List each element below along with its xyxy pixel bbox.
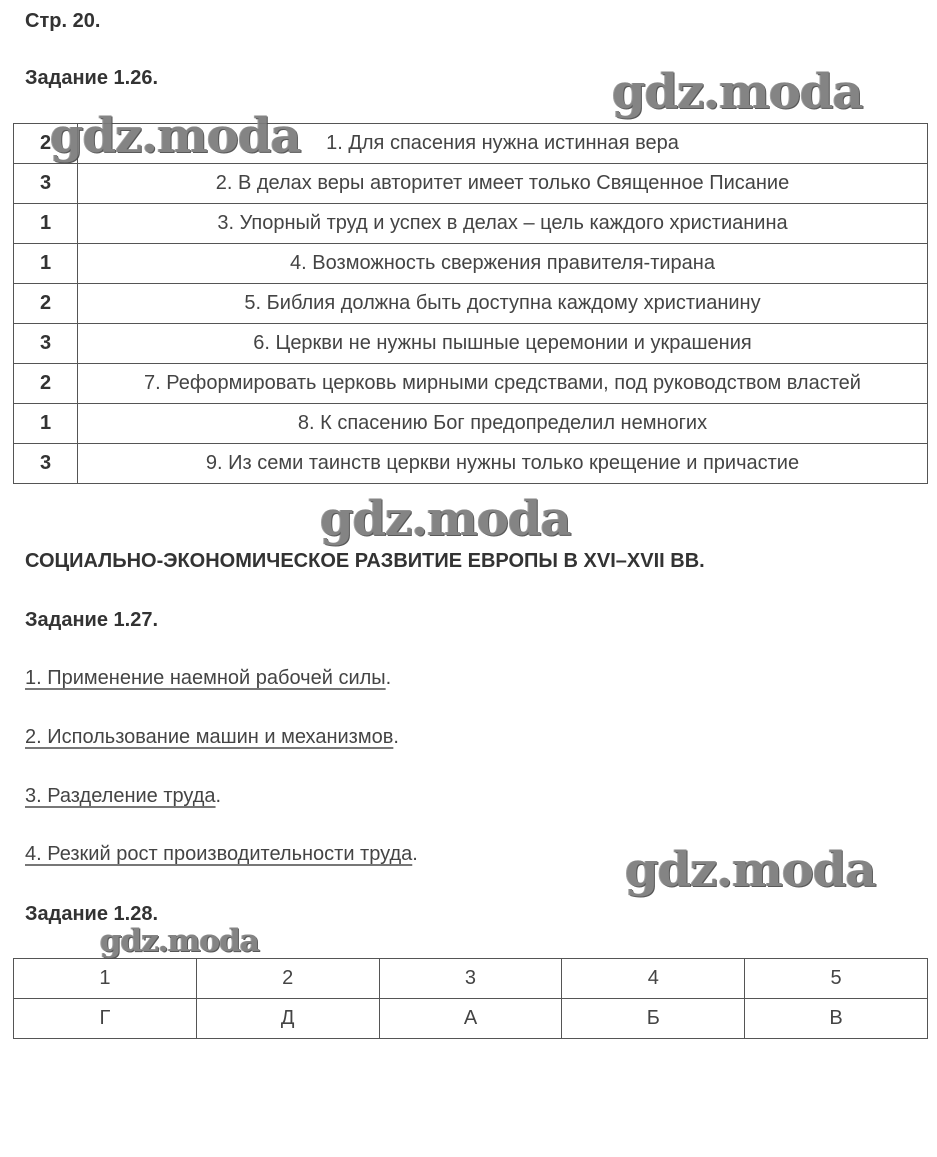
answer-number: 1 <box>14 404 78 444</box>
answer-cell: В <box>745 999 928 1039</box>
answer-line <box>25 785 221 808</box>
answer-cell: Б <box>562 999 745 1039</box>
answer-number: 3 <box>14 444 78 484</box>
table-row <box>14 999 928 1039</box>
statement-text: 7. Реформировать церковь мирными средствами, под руководством властей <box>78 364 928 404</box>
answer-number: 3 <box>14 324 78 364</box>
answer-text: 4. Резкий рост производительности труда <box>25 843 413 865</box>
header-cell: 1 <box>14 959 197 999</box>
table-row <box>14 404 928 444</box>
answer-line <box>25 726 399 749</box>
answer-period: . <box>385 667 392 689</box>
table-header-row <box>14 959 928 999</box>
task-1-28-table <box>13 958 928 1039</box>
answer-text: 2. Использование машин и механизмов <box>25 726 394 748</box>
answer-number: 1 <box>14 204 78 244</box>
answer-line <box>25 843 418 866</box>
table-row <box>14 364 928 404</box>
statement-text: 3. Упорный труд и успех в делах – цель каждого христианина <box>78 204 928 244</box>
statement-text: 2. В делах веры авторитет имеет только Священное Писание <box>78 164 928 204</box>
answer-number: 1 <box>14 244 78 284</box>
answer-cell: Г <box>14 999 197 1039</box>
answer-text: 3. Разделение труда <box>25 785 216 807</box>
answer-cell: Д <box>196 999 379 1039</box>
statement-text: 9. Из семи таинств церкви нужны только крещение и причастие <box>78 444 928 484</box>
task-1-26-title: Задание 1.26. <box>25 67 159 89</box>
header-cell: 4 <box>562 959 745 999</box>
table-row <box>14 284 928 324</box>
page-header: Стр. 20. <box>25 10 101 32</box>
statement-text: 1. Для спасения нужна истинная вера <box>78 124 928 164</box>
answer-number: 3 <box>14 164 78 204</box>
table-row <box>14 244 928 284</box>
statement-text: 6. Церкви не нужны пышные церемонии и украшения <box>78 324 928 364</box>
header-cell: 2 <box>196 959 379 999</box>
watermark: gdz.moda <box>612 64 863 120</box>
answer-number: 2 <box>14 364 78 404</box>
watermark: gdz.moda <box>50 108 301 164</box>
header-cell: 3 <box>379 959 562 999</box>
answer-period: . <box>412 843 418 865</box>
answer-period: . <box>393 726 399 748</box>
answer-period: . <box>215 785 222 807</box>
watermark: gdz.moda <box>100 923 259 959</box>
statement-text: 8. К спасению Бог предопределил немногих <box>78 404 928 444</box>
statement-text: 4. Возможность свержения правителя-тирана <box>78 244 928 284</box>
table-row <box>14 444 928 484</box>
table-row <box>14 164 928 204</box>
answer-line <box>25 667 391 690</box>
statement-text: 5. Библия должна быть доступна каждому христианину <box>78 284 928 324</box>
watermark: gdz.moda <box>625 842 876 898</box>
task-1-27-title: Задание 1.27. <box>25 609 159 631</box>
watermark: gdz.moda <box>320 491 571 547</box>
task-1-26-table <box>13 123 928 484</box>
header-cell: 5 <box>745 959 928 999</box>
task-1-28-title: Задание 1.28. <box>25 903 159 925</box>
answer-number: 2 <box>14 124 78 164</box>
answer-number: 2 <box>14 284 78 324</box>
answer-cell: А <box>379 999 562 1039</box>
table-row <box>14 204 928 244</box>
table-row <box>14 324 928 364</box>
section-title: СОЦИАЛЬНО-ЭКОНОМИЧЕСКОЕ РАЗВИТИЕ ЕВРОПЫ В XVI–XVII ВВ. <box>25 550 705 572</box>
answer-text: 1. Применение наемной рабочей силы <box>25 667 386 689</box>
